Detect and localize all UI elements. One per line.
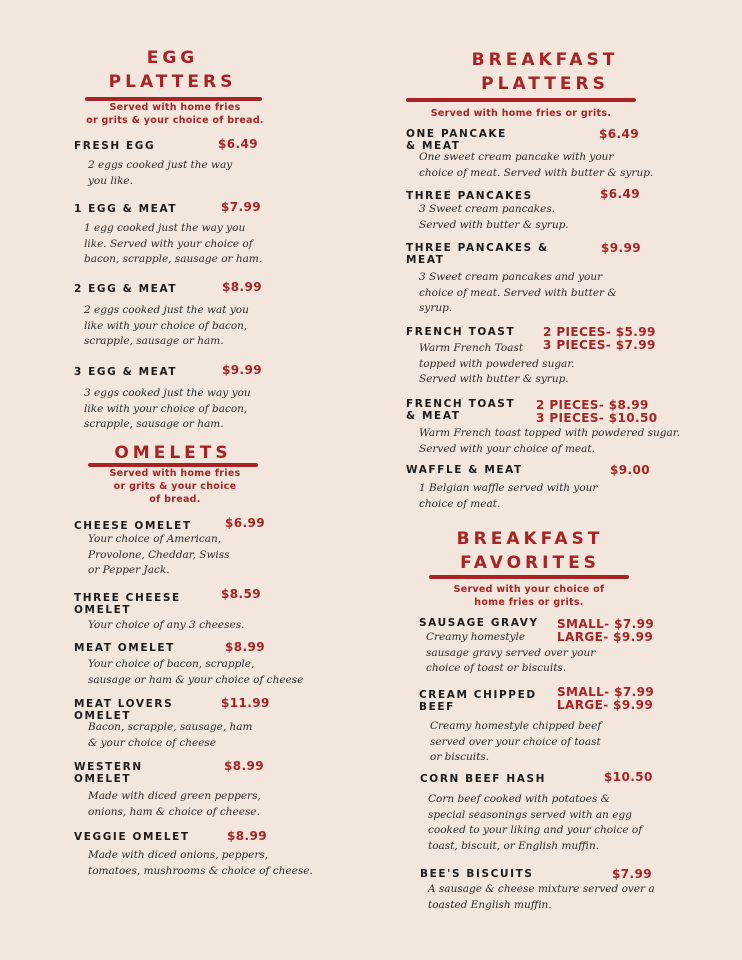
desc-line: Your choice of any 3 cheeses.: [88, 619, 245, 631]
menu-item-name: 3 EGG & MEAT: [74, 366, 178, 378]
name-line: ONE PANCAKE: [406, 128, 507, 140]
menu-item-description: [419, 426, 680, 457]
menu-item-name: [74, 698, 173, 722]
omelets-subtitle: [75, 467, 275, 506]
desc-line: One sweet cream pancake with your: [419, 151, 614, 163]
name-line: OMELET: [74, 710, 132, 722]
desc-line: onions, ham & choice of cheese.: [88, 805, 260, 818]
menu-item-price: $6.99: [225, 516, 265, 530]
desc-line: 1 egg cooked just the way you: [84, 222, 246, 234]
menu-item-name: [406, 398, 515, 422]
name-line: THREE PANCAKES &: [406, 242, 549, 254]
menu-item-description: [430, 719, 601, 766]
desc-line: bacon, scrapple, sausage or ham.: [84, 253, 263, 265]
egg-subtitle: [75, 101, 275, 127]
name-line: & MEAT: [406, 140, 461, 152]
desc-line: 3 Sweet cream pancakes and your: [419, 271, 603, 283]
fav-subtitle: [429, 583, 629, 609]
menu-item-price: $10.50: [604, 770, 653, 784]
menu-item-description: [88, 158, 232, 189]
desc-line: scrapple, sausage or ham.: [84, 335, 224, 347]
menu-item-description: [428, 792, 642, 854]
desc-line: 1 Belgian waffle served with your: [419, 482, 598, 494]
price-line: 2 PIECES- $5.99: [543, 325, 656, 339]
desc-line: syrup.: [419, 302, 453, 314]
menu-item-name: BEE'S BISCUITS: [420, 868, 534, 880]
menu-item-description: [88, 848, 313, 879]
price-line: SMALL- $7.99: [557, 685, 655, 699]
menu-item-price: $9.00: [610, 463, 650, 477]
menu-item-description: [428, 882, 655, 913]
egg-title-line2: PLATTERS: [108, 72, 237, 92]
name-line: OMELET: [74, 604, 132, 616]
desc-line: Served with butter & syrup.: [419, 373, 569, 385]
menu-item-description: [88, 618, 244, 634]
desc-line: Provolone, Cheddar, Swiss: [88, 548, 230, 561]
desc-line: toasted English muffin.: [428, 898, 552, 911]
desc-line: 3 eggs cooked just the way you: [84, 387, 251, 399]
desc-line: sausage or ham & your choice of cheese: [88, 673, 304, 686]
menu-item-name: WAFFLE & MEAT: [406, 464, 523, 476]
name-line: MEAT: [406, 254, 445, 266]
desc-line: sausage gravy served over your: [426, 646, 596, 659]
name-line: OMELET: [74, 773, 132, 785]
menu-item-price: $8.99: [222, 280, 262, 294]
omelets-sub-line1: Served with home fries: [109, 468, 241, 479]
name-line: CREAM CHIPPED: [419, 689, 537, 701]
menu-item-price: $6.49: [600, 187, 640, 201]
price-line: LARGE- $9.99: [557, 698, 654, 712]
name-line: FRENCH TOAST: [406, 398, 516, 410]
fav-title-line1: BREAKFAST: [456, 529, 604, 549]
menu-item-description: [84, 386, 251, 433]
desc-line: you like.: [88, 174, 133, 187]
bp-subtitle: [406, 107, 636, 120]
menu-item-description: [419, 481, 597, 512]
menu-item-description: [88, 720, 253, 751]
desc-line: choice of meat. Served with butter &: [419, 286, 617, 299]
bp-title-line2: PLATTERS: [481, 74, 609, 94]
menu-item-description: [419, 150, 653, 181]
menu-item-name: SAUSAGE GRAVY: [419, 617, 539, 629]
desc-line: Corn beef cooked with potatoes &: [428, 793, 611, 805]
desc-line: like with your choice of bacon,: [84, 402, 248, 415]
price-line: SMALL- $7.99: [557, 617, 655, 631]
desc-line: Warm French toast topped with powdered sugar.: [419, 427, 680, 439]
menu-item-price: [557, 686, 654, 712]
omelets-sub-line3: of bread.: [149, 494, 201, 505]
desc-line: topped with powdered sugar.: [419, 357, 575, 370]
bp-divider: [406, 98, 636, 102]
desc-line: Served with butter & syrup.: [419, 218, 569, 231]
breakfast-platters-title: [455, 48, 635, 96]
menu-item-price: $8.59: [221, 587, 261, 601]
menu-item-name: CORN BEEF HASH: [420, 773, 547, 785]
desc-line: like. Served with your choice of: [84, 237, 253, 250]
menu-item-description: [419, 270, 617, 317]
desc-line: Warm French Toast: [419, 342, 524, 354]
menu-item-name: [74, 761, 143, 785]
menu-item-name: 1 EGG & MEAT: [74, 203, 178, 215]
menu-item-name: [419, 689, 537, 713]
menu-item-price: [536, 398, 658, 425]
bp-title-line1: BREAKFAST: [471, 50, 619, 70]
name-line: BEEF: [419, 701, 455, 713]
name-line: & MEAT: [406, 410, 461, 422]
desc-line: Made with diced onions, peppers,: [88, 849, 269, 861]
fav-sub-line1: Served with your choice of: [453, 584, 605, 595]
menu-item-name: 2 EGG & MEAT: [74, 283, 178, 295]
egg-sub-line2: or grits & your choice of bread.: [86, 115, 264, 126]
menu-item-name: FRESH EGG: [74, 140, 156, 152]
desc-line: cooked to your liking and your choice of: [428, 824, 643, 836]
desc-line: 2 eggs cooked just the way: [88, 159, 233, 171]
omelets-title-line: OMELETS: [114, 443, 232, 463]
menu-item-name: MEAT OMELET: [74, 642, 175, 654]
menu-item-price: $6.49: [218, 137, 258, 151]
menu-item-name: THREE PANCAKES: [406, 190, 533, 202]
desc-line: Creamy homestyle: [426, 631, 526, 643]
price-line: 2 PIECES- $8.99: [536, 398, 649, 412]
desc-line: or biscuits.: [430, 751, 490, 763]
desc-line: 3 Sweet cream pancakes.: [419, 203, 556, 215]
egg-platters-title: [85, 46, 260, 94]
name-line: THREE CHEESE: [74, 592, 181, 604]
desc-line: choice of toast or biscuits.: [426, 662, 567, 674]
fav-title-line2: FAVORITES: [460, 553, 600, 573]
name-line: WESTERN: [74, 761, 143, 773]
price-line: 3 PIECES- $7.99: [543, 338, 656, 352]
fav-divider: [429, 575, 629, 579]
menu-item-price: $7.99: [612, 867, 652, 881]
menu-item-name: CHEESE OMELET: [74, 520, 192, 532]
desc-line: toast, biscuit, or English muffin.: [428, 839, 600, 852]
desc-line: like with your choice of bacon,: [84, 319, 248, 332]
menu-item-price: $6.49: [599, 127, 639, 141]
desc-line: scrapple, sausage or ham.: [84, 418, 224, 430]
desc-line: Made with diced green peppers,: [88, 790, 261, 802]
omelets-title: [88, 441, 258, 465]
menu-item-price: $7.99: [221, 200, 261, 214]
desc-line: 2 eggs cooked just the wat you: [84, 304, 249, 316]
menu-item-description: [88, 789, 261, 820]
desc-line: Served with your choice of meat.: [419, 442, 595, 455]
menu-item-price: $8.99: [224, 759, 264, 773]
desc-line: choice of meat.: [419, 497, 501, 510]
desc-line: Creamy homestyle chipped beef: [430, 720, 602, 732]
desc-line: or Pepper Jack.: [88, 564, 170, 576]
egg-title-line1: EGG: [146, 48, 199, 68]
menu-item-price: $8.99: [227, 829, 267, 843]
menu-item-description: [426, 630, 595, 677]
desc-line: Your choice of American,: [88, 533, 222, 545]
menu-item-name: VEGGIE OMELET: [74, 831, 190, 843]
menu-item-price: $9.99: [222, 363, 262, 377]
menu-item-description: [84, 303, 249, 350]
menu-item-description: [88, 532, 230, 579]
desc-line: choice of meat. Served with butter & syrup.: [419, 166, 654, 179]
price-line: LARGE- $9.99: [557, 630, 654, 644]
egg-sub-line1: Served with home fries: [109, 102, 241, 113]
menu-item-description: [88, 657, 303, 688]
menu-item-name: [406, 242, 549, 266]
desc-line: Your choice of bacon, scrapple,: [88, 658, 255, 670]
menu-item-name: FRENCH TOAST: [406, 326, 516, 338]
menu-item-price: $8.99: [225, 640, 265, 654]
menu-item-description: [84, 221, 262, 268]
menu-item-name: [406, 128, 507, 152]
menu-item-price: $11.99: [221, 696, 270, 710]
price-line: 3 PIECES- $10.50: [536, 411, 658, 425]
desc-line: & your choice of cheese: [88, 736, 217, 749]
bp-sub-line1: Served with home fries or grits.: [430, 108, 612, 119]
menu-item-name: [74, 592, 181, 616]
desc-line: tomatoes, mushrooms & choice of cheese.: [88, 864, 313, 877]
breakfast-favorites-title: [440, 527, 620, 575]
fav-sub-line2: home fries or grits.: [474, 597, 584, 608]
name-line: MEAT LOVERS: [74, 698, 174, 710]
desc-line: A sausage & cheese mixture served over a: [428, 883, 655, 895]
menu-item-description: [419, 341, 575, 388]
menu-item-price: $9.99: [601, 241, 641, 255]
desc-line: Bacon, scrapple, sausage, ham: [88, 721, 253, 733]
desc-line: special seasonings served with an egg: [428, 808, 632, 821]
menu-item-description: [419, 202, 569, 233]
desc-line: served over your choice of toast: [430, 735, 601, 748]
omelets-sub-line2: or grits & your choice: [113, 481, 237, 492]
